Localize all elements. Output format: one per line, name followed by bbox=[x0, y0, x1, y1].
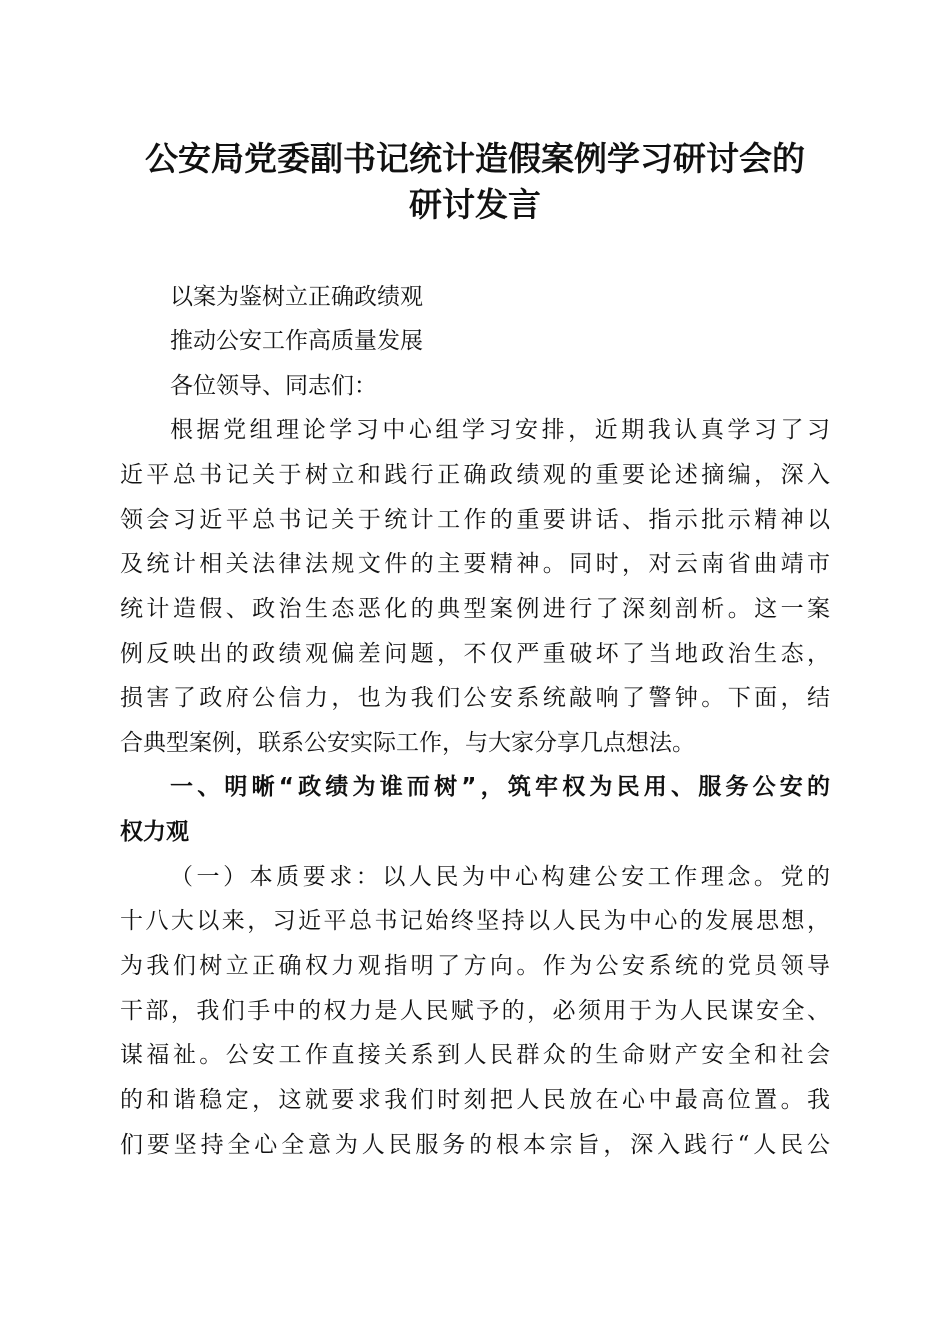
subtitle-line-2: 推动公安工作高质量发展 bbox=[170, 328, 423, 354]
paragraph-1-line: 及统计相关法律法规文件的主要精神。同时，对云南省曲靖市 bbox=[120, 551, 830, 577]
paragraph-1-line: 近平总书记关于树立和践行正确政绩观的重要论述摘编，深入 bbox=[120, 462, 830, 488]
section-heading-1-line: 一、明晰“政绩为谁而树”，筑牢权为民用、服务公安的 bbox=[170, 774, 830, 800]
document-title-line-1: 公安局党委副书记统计造假案例学习研讨会的 bbox=[145, 139, 805, 178]
section-heading-1-line: 权力观 bbox=[120, 819, 189, 845]
paragraph-2-line: 谋福祉。公安工作直接关系到人民群众的生命财产安全和社会 bbox=[120, 1042, 830, 1068]
paragraph-1-line: 领会习近平总书记关于统计工作的重要讲话、指示批示精神以 bbox=[120, 507, 830, 533]
paragraph-2-line: 们要坚持全心全意为人民服务的根本宗旨，深入践行“人民公 bbox=[120, 1132, 830, 1158]
salutation: 各位领导、同志们： bbox=[170, 373, 377, 399]
paragraph-2-line: 干部，我们手中的权力是人民赋予的，必须用于为人民谋安全、 bbox=[120, 998, 830, 1024]
paragraph-1-line: 损害了政府公信力，也为我们公安系统敲响了警钟。下面，结 bbox=[120, 685, 830, 711]
paragraph-2-line: 为我们树立正确权力观指明了方向。作为公安系统的党员领导 bbox=[120, 953, 830, 979]
document-title-line-2: 研讨发言 bbox=[409, 185, 541, 224]
paragraph-1-line: 合典型案例，联系公安实际工作，与大家分享几点想法。 bbox=[120, 730, 695, 756]
paragraph-2-line: 十八大以来，习近平总书记始终坚持以人民为中心的发展思想， bbox=[120, 908, 830, 934]
paragraph-1-line: 统计造假、政治生态恶化的典型案例进行了深刻剖析。这一案 bbox=[120, 596, 830, 622]
subtitle-line-1: 以案为鉴树立正确政绩观 bbox=[170, 284, 423, 310]
paragraph-2-line: 的和谐稳定，这就要求我们时刻把人民放在心中最高位置。我 bbox=[120, 1087, 830, 1113]
paragraph-2-line: （一）本质要求：以人民为中心构建公安工作理念。党的 bbox=[170, 864, 830, 890]
paragraph-1-line: 例反映出的政绩观偏差问题，不仅严重破坏了当地政治生态， bbox=[120, 641, 830, 667]
paragraph-1-line: 根据党组理论学习中心组学习安排，近期我认真学习了习 bbox=[170, 417, 830, 443]
